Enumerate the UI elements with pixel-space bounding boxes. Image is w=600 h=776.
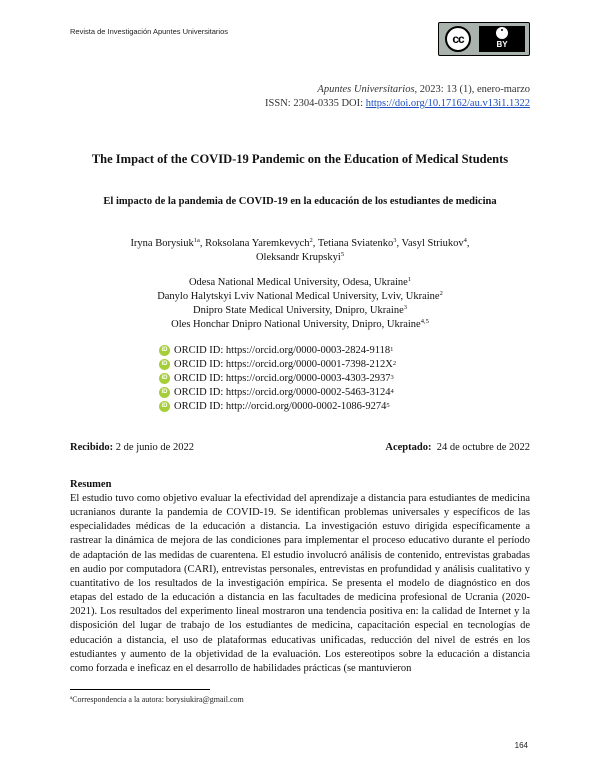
paper-title: The Impact of the COVID-19 Pandemic on the Education of Medical Students (91, 152, 509, 166)
orcid-link[interactable]: ORCID ID: https://orcid.org/0000-0003-2824-9118 (174, 344, 391, 356)
author-name: Roksolana Yaremkevych (205, 238, 310, 249)
affiliation-line: Oles Honchar Dnipro National University, Dnipro, Ukraine$^{4,5}$ (171, 318, 429, 330)
received-value: 2 de junio de 2022 (113, 442, 194, 453)
author-sup: 2 (309, 237, 313, 244)
author-name: Tetiana Sviatenko (317, 238, 394, 249)
accepted-date (385, 442, 530, 453)
issn-doi-line (265, 98, 530, 109)
correspondence-footnote: ªCorrespondencia a la autora: borysiukira@gmail.com (70, 695, 244, 704)
paper-title-spanish: El impacto de la pandemia de COVID-19 en la educación de los estudiantes de medicina (103, 196, 497, 207)
orcid-row[interactable]: iD ORCID ID: https://orcid.org/0000-0001-7398-212X 2 (159, 357, 396, 371)
received-date (70, 442, 194, 453)
orcid-icon: iD (159, 359, 170, 370)
author-sup: 1a (193, 237, 200, 244)
citation-journal: Apuntes Universitarios (317, 84, 415, 95)
page-number: 164 (514, 741, 528, 750)
received-label: Recibido: (70, 442, 114, 453)
orcid-link[interactable]: ORCID ID: https://orcid.org/0000-0001-7398-212X (174, 358, 393, 370)
orcid-icon: iD (159, 387, 170, 398)
author-sup: 5 (340, 251, 345, 258)
cc-by-license-badge[interactable] (438, 22, 530, 56)
author-list: Iryna Borysiuk$^{1a}$, Roksolana Yaremkevych$^2$, Tetiana Sviatenko$^3$, Vasyl Striukov$^4$, Oleksandr Krupskyi$^5$ (130, 237, 470, 263)
author-sup: 3 (393, 237, 397, 244)
orcid-row[interactable]: iD ORCID ID: http://orcid.org/0000-0002-1086-9274 5 (159, 399, 396, 413)
orcid-icon: iD (159, 401, 170, 412)
footnote-divider (70, 689, 210, 690)
person-icon (496, 27, 508, 39)
orcid-link[interactable]: ORCID ID: https://orcid.org/0000-0002-5463-3124 (174, 386, 391, 398)
orcid-link[interactable]: ORCID ID: http://orcid.org/0000-0002-1086-9274 (174, 400, 387, 412)
orcid-icon: iD (159, 373, 170, 384)
orcid-row[interactable]: iD ORCID ID: https://orcid.org/0000-0003-2824-9118 1 (159, 343, 396, 357)
doi-link[interactable]: https://doi.org/10.17162/au.v13i1.1322 (365, 98, 530, 109)
abstract-text: El estudio tuvo como objetivo evaluar la efectividad del aprendizaje a distancia para estudiantes de medicina ucranianos durante la pandemia de COVID-19. Se identifican problemas universales y específicos de las especialidades médicas de la educación a distancia. La investigación estuvo dirigida específicamente a rastrear la dinámica de mejora de las condiciones para implementar el proceso educativo durante el período de adaptación de las medidas de cuarentena. El estudio involucró análisis de contenido, entrevistas grabadas en audio por computadora (CARI), entrevistas personales, entrevistas en profundidad y análisis cualitativo y cuantitativo de los resultados de la investigación empírica. Se presenta el modelo de diagnóstico en dos etapas del estado de la educación a distancia en las facultades de medicina profesional de Ucrania (2020-2021). Los resultados del experimento lineal mostraron una tendencia positiva en: la calidad de Internet y la disposición del lugar de trabajo de los estudiantes de medicina, capacitación especial en tecnologías de educación a distancia, el uso de plataformas educativas unificadas, reducción del nivel de estrés en los estudiantes y aumento de la objetividad de la evaluación. Los estereotipos sobre la educación a distancia como forzada e ineficaz en el desarrollo de habilidades prácticas (se mantuvieron (70, 493, 530, 674)
by-attribution-icon (479, 26, 525, 52)
orcid-row[interactable]: iD ORCID ID: https://orcid.org/0000-0003-4303-2937 3 (159, 371, 396, 385)
author-name: Iryna Borysiuk (130, 238, 194, 249)
citation-details: , 2023: 13 (1), enero-marzo (414, 84, 530, 95)
issn-text: ISSN: 2304-0335 DOI: (265, 98, 366, 109)
cc-icon: cc (445, 26, 471, 52)
author-sup: 4 (463, 237, 467, 244)
orcid-link[interactable]: ORCID ID: https://orcid.org/0000-0003-4303-2937 (174, 372, 391, 384)
orcid-list (159, 343, 396, 413)
orcid-row[interactable]: iD ORCID ID: https://orcid.org/0000-0002-5463-3124 4 (159, 385, 396, 399)
author-name: Vasyl Striukov (401, 238, 464, 249)
accepted-value: 24 de octubre de 2022 (431, 442, 530, 453)
affiliation-line: Dnipro State Medical University, Dnipro, Ukraine$^3$ (193, 304, 407, 316)
orcid-icon: iD (159, 345, 170, 356)
affiliation-line: Odesa National Medical University, Odesa, Ukraine$^1$ (188, 276, 412, 288)
by-label: BY (496, 40, 508, 49)
citation-line (317, 84, 530, 95)
journal-name: Revista de Investigación Apuntes Universitarios (70, 27, 228, 36)
author-name: Oleksandr Krupskyi (255, 252, 341, 263)
abstract-heading: Resumen (70, 479, 112, 490)
affiliation-list (90, 276, 510, 332)
accepted-label: Aceptado: (385, 442, 432, 453)
affiliation-line: Danylo Halytskyi Lviv National Medical University, Lviv, Ukraine$^2$ (157, 290, 443, 302)
